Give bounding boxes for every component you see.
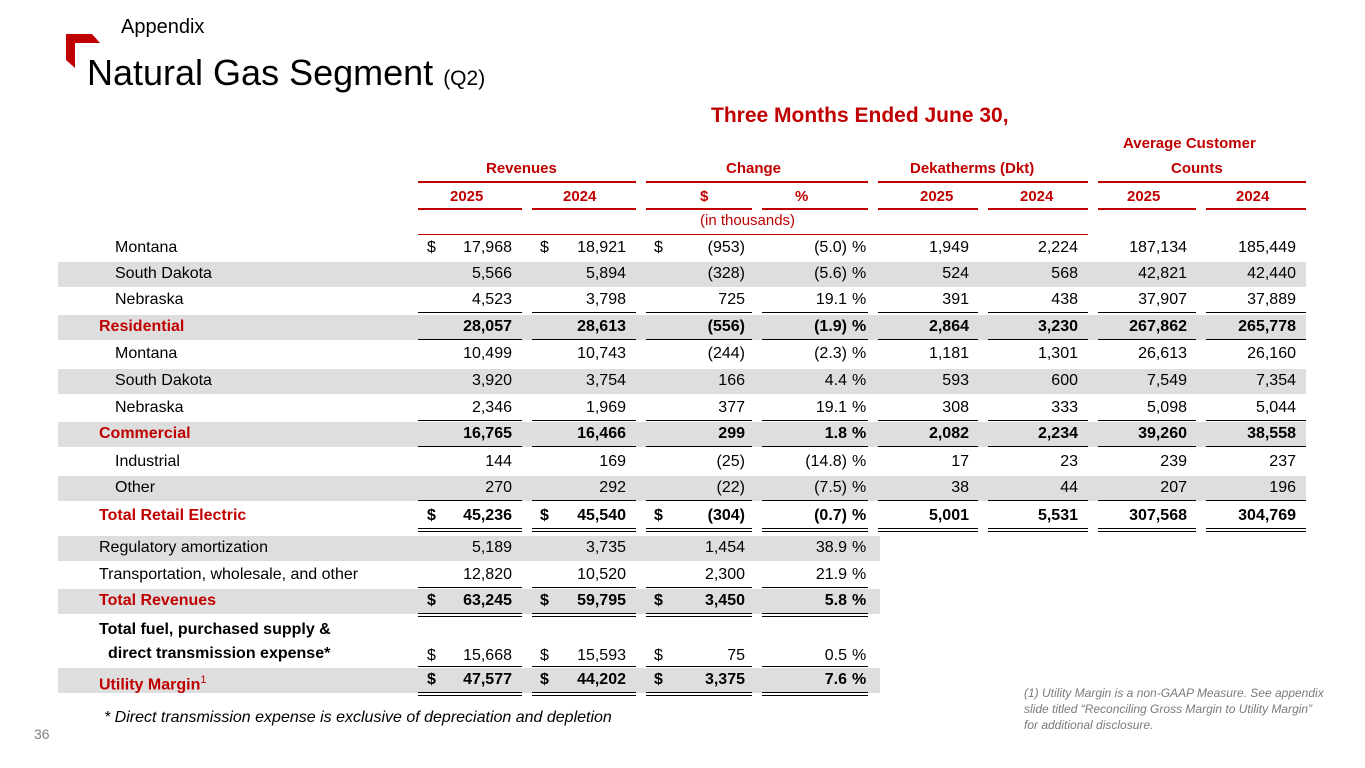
cell-pct: (1.9) — [814, 318, 847, 335]
cell-cust25: 37,907 — [1138, 291, 1187, 308]
cell-rev24: 292 — [599, 479, 626, 496]
cell-chg: 377 — [718, 399, 745, 416]
cell-pct: 1.8 — [824, 425, 847, 442]
dollar-sign: $ — [427, 507, 436, 524]
dollar-sign: $ — [654, 592, 663, 609]
row-label: Nebraska — [115, 291, 184, 308]
cell-rev24: 169 — [599, 453, 626, 470]
cell-pct: (0.7) — [814, 507, 847, 524]
row-label: Other — [115, 479, 156, 496]
double-underline — [418, 528, 522, 532]
cell-cust25: 239 — [1160, 453, 1187, 470]
single-underline — [646, 312, 752, 313]
single-underline — [878, 420, 978, 421]
dollar-sign: $ — [540, 647, 549, 664]
cell-cust24: 7,354 — [1255, 372, 1296, 389]
single-underline — [762, 587, 868, 588]
cust-2024-rule — [1206, 208, 1306, 210]
cell-pct: (5.6) — [814, 265, 847, 282]
cell-rev25: 270 — [485, 479, 512, 496]
cell-dkt25: 38 — [951, 479, 969, 496]
single-underline — [988, 312, 1088, 313]
cell-cust25: 267,862 — [1129, 318, 1187, 335]
cell-rev24: 45,540 — [577, 507, 626, 524]
pct-sign: % — [852, 372, 867, 389]
pct-sign: % — [852, 539, 867, 556]
double-underline — [988, 528, 1088, 532]
row-label-line2: direct transmission expense* — [108, 645, 331, 662]
cell-rev24: 3,754 — [585, 372, 626, 389]
single-underline — [418, 666, 522, 667]
double-underline — [762, 613, 868, 617]
cell-cust24: 38,558 — [1247, 425, 1296, 442]
cell-chg: 3,450 — [704, 592, 745, 609]
cell-rev24: 28,613 — [577, 318, 626, 335]
cell-rev25: 4,523 — [471, 291, 512, 308]
cell-dkt25: 17 — [951, 453, 969, 470]
single-underline — [532, 500, 636, 501]
dollar-sign: $ — [540, 507, 549, 524]
double-underline — [762, 692, 868, 696]
single-underline — [762, 500, 868, 501]
row-label: South Dakota — [115, 265, 212, 282]
single-underline — [1098, 339, 1196, 340]
cell-rev24: 10,520 — [577, 566, 626, 583]
single-underline — [646, 500, 752, 501]
dkt-2024-header: 2024 — [1020, 188, 1054, 205]
single-underline — [1206, 312, 1306, 313]
rev-2025-header: 2025 — [450, 188, 484, 205]
cell-dkt24: 23 — [1060, 453, 1078, 470]
footnote: * Direct transmission expense is exclusive of depreciation and depletion — [104, 709, 612, 726]
single-underline — [1098, 420, 1196, 421]
page-title-text: Natural Gas Segment — [87, 52, 434, 93]
chg-pct-rule — [762, 208, 868, 210]
pct-sign: % — [852, 345, 867, 362]
customers-header-line1: Average Customer — [1123, 135, 1256, 152]
single-underline — [762, 420, 868, 421]
single-underline — [646, 339, 752, 340]
cell-rev24: 44,202 — [577, 671, 626, 688]
single-underline — [646, 666, 752, 667]
single-underline — [646, 446, 752, 447]
pct-sign: % — [852, 507, 867, 524]
cell-dkt25: 1,181 — [928, 345, 969, 362]
cell-cust24: 26,160 — [1247, 345, 1296, 362]
single-underline — [988, 500, 1088, 501]
cell-cust24: 237 — [1269, 453, 1296, 470]
row-label: Commercial — [99, 425, 191, 442]
pct-sign: % — [852, 479, 867, 496]
cell-rev24: 18,921 — [577, 239, 626, 256]
double-underline — [418, 613, 522, 617]
single-underline — [418, 587, 522, 588]
single-underline — [532, 312, 636, 313]
cell-chg: 75 — [727, 647, 745, 664]
customers-rule — [1098, 181, 1306, 183]
cell-dkt25: 2,864 — [928, 318, 969, 335]
change-header: Change — [726, 160, 782, 177]
cell-dkt24: 44 — [1060, 479, 1078, 496]
cell-dkt24: 2,224 — [1037, 239, 1078, 256]
dollar-sign: $ — [540, 671, 549, 688]
cust-2024-header: 2024 — [1236, 188, 1270, 205]
double-underline — [646, 613, 752, 617]
single-underline — [532, 420, 636, 421]
cell-cust24: 265,778 — [1238, 318, 1296, 335]
rev-2024-rule — [532, 208, 636, 210]
cell-pct: 21.9 — [815, 566, 847, 583]
double-underline — [532, 692, 636, 696]
revenues-header: Revenues — [486, 160, 557, 177]
cell-cust24: 196 — [1269, 479, 1296, 496]
single-underline — [646, 420, 752, 421]
rev-2024-header: 2024 — [563, 188, 597, 205]
cell-dkt25: 524 — [942, 265, 969, 282]
single-underline — [1098, 312, 1196, 313]
cell-rev24: 5,894 — [585, 265, 626, 282]
single-underline — [762, 666, 868, 667]
cell-cust24: 304,769 — [1238, 507, 1296, 524]
single-underline — [418, 312, 522, 313]
rev-2025-rule — [418, 208, 522, 210]
dollar-sign: $ — [427, 592, 436, 609]
cell-rev25: 17,968 — [463, 239, 512, 256]
cell-rev25: 5,566 — [471, 265, 512, 282]
cell-rev25: 45,236 — [463, 507, 512, 524]
cell-rev25: 10,499 — [463, 345, 512, 362]
cell-cust24: 185,449 — [1238, 239, 1296, 256]
dollar-sign: $ — [427, 239, 436, 256]
cell-chg: (556) — [707, 318, 745, 335]
pct-sign: % — [852, 291, 867, 308]
row-label: Total Retail Electric — [99, 507, 247, 524]
cust-2025-header: 2025 — [1127, 188, 1161, 205]
cell-pct: 19.1 — [815, 291, 847, 308]
cell-cust24: 37,889 — [1247, 291, 1296, 308]
row-label: Regulatory amortization — [99, 539, 268, 556]
dkt-2025-rule — [878, 208, 978, 210]
row-label: Industrial — [115, 453, 180, 470]
cell-pct: (5.0) — [814, 239, 847, 256]
pct-sign: % — [852, 592, 867, 609]
cell-dkt24: 333 — [1051, 399, 1078, 416]
cell-rev25: 63,245 — [463, 592, 512, 609]
cell-rev25: 5,189 — [471, 539, 512, 556]
cell-dkt24: 600 — [1051, 372, 1078, 389]
cell-dkt25: 308 — [942, 399, 969, 416]
cell-pct: 4.4 — [824, 372, 847, 389]
cell-rev24: 3,798 — [585, 291, 626, 308]
cell-chg: 725 — [718, 291, 745, 308]
cell-rev25: 2,346 — [471, 399, 512, 416]
double-underline — [1098, 528, 1196, 532]
cell-dkt24: 438 — [1051, 291, 1078, 308]
cell-cust25: 207 — [1160, 479, 1187, 496]
cell-dkt25: 391 — [942, 291, 969, 308]
cell-rev24: 10,743 — [577, 345, 626, 362]
single-underline — [762, 446, 868, 447]
pct-sign: % — [852, 399, 867, 416]
page-title-suffix: (Q2) — [443, 67, 486, 90]
cell-cust24: 5,044 — [1255, 399, 1296, 416]
double-underline — [646, 692, 752, 696]
cust-2025-rule — [1098, 208, 1196, 210]
double-underline — [878, 528, 978, 532]
cell-dkt25: 1,949 — [928, 239, 969, 256]
single-underline — [418, 339, 522, 340]
appendix-label: Appendix — [121, 16, 205, 38]
cell-chg: (25) — [716, 453, 745, 470]
cell-rev24: 1,969 — [585, 399, 626, 416]
cell-chg: (953) — [707, 239, 745, 256]
cell-dkt25: 2,082 — [928, 425, 969, 442]
single-underline — [418, 420, 522, 421]
cell-cust25: 307,568 — [1129, 507, 1187, 524]
cell-cust25: 5,098 — [1146, 399, 1187, 416]
pct-sign: % — [852, 239, 867, 256]
cell-pct: 5.8 — [824, 592, 847, 609]
cell-rev24: 16,466 — [577, 425, 626, 442]
cell-rev25: 144 — [485, 453, 512, 470]
dollar-sign: $ — [540, 239, 549, 256]
cell-rev24: 15,593 — [577, 647, 626, 664]
units-note: (in thousands) — [700, 212, 796, 229]
single-underline — [1206, 446, 1306, 447]
cell-chg: 2,300 — [704, 566, 745, 583]
cell-rev25: 12,820 — [463, 566, 512, 583]
cell-pct: 38.9 — [815, 539, 847, 556]
cell-dkt24: 568 — [1051, 265, 1078, 282]
double-underline — [532, 528, 636, 532]
dollar-sign: $ — [654, 671, 663, 688]
row-label: South Dakota — [115, 372, 212, 389]
dkt-2024-rule — [988, 208, 1088, 210]
row-label: Transportation, wholesale, and other — [99, 566, 359, 583]
cell-dkt24: 1,301 — [1037, 345, 1078, 362]
page-number: 36 — [34, 726, 50, 742]
cell-rev24: 3,735 — [585, 539, 626, 556]
cell-dkt25: 593 — [942, 372, 969, 389]
cell-rev25: 16,765 — [463, 425, 512, 442]
single-underline — [878, 446, 978, 447]
cell-pct: 19.1 — [815, 399, 847, 416]
row-label: Montana — [115, 345, 178, 362]
dekatherms-header: Dekatherms (Dkt) — [910, 160, 1035, 177]
cell-rev25: 28,057 — [463, 318, 512, 335]
cell-dkt25: 5,001 — [928, 507, 969, 524]
single-underline — [532, 339, 636, 340]
cell-pct: 0.5 — [824, 647, 847, 664]
revenues-rule — [418, 181, 636, 183]
cell-rev25: 15,668 — [463, 647, 512, 664]
single-underline — [988, 420, 1088, 421]
row-label: Total fuel, purchased supply & — [99, 621, 331, 638]
cell-pct: (7.5) — [814, 479, 847, 496]
cell-rev24: 59,795 — [577, 592, 626, 609]
single-underline — [878, 500, 978, 501]
single-underline — [988, 339, 1088, 340]
customers-header-line2: Counts — [1171, 160, 1223, 177]
cell-chg: 3,375 — [704, 671, 745, 688]
pct-sign: % — [852, 318, 867, 335]
dollar-sign: $ — [540, 592, 549, 609]
cell-pct: (14.8) — [805, 453, 847, 470]
dollar-sign: $ — [654, 647, 663, 664]
single-underline — [646, 587, 752, 588]
change-rule — [646, 181, 868, 183]
single-underline — [1098, 446, 1196, 447]
dekatherms-rule — [878, 181, 1088, 183]
cell-chg: (328) — [707, 265, 745, 282]
chg-pct-header: % — [795, 188, 809, 205]
single-underline — [762, 339, 868, 340]
double-underline — [646, 528, 752, 532]
cell-cust25: 39,260 — [1138, 425, 1187, 442]
pct-sign: % — [852, 671, 867, 688]
cell-cust25: 42,821 — [1138, 265, 1187, 282]
row-label: Montana — [115, 239, 178, 256]
cell-chg: 299 — [718, 425, 745, 442]
single-underline — [762, 312, 868, 313]
single-underline — [988, 446, 1088, 447]
pct-sign: % — [852, 566, 867, 583]
single-underline — [532, 666, 636, 667]
double-underline — [1206, 528, 1306, 532]
footnote-marker: 1 — [200, 674, 207, 686]
chg-dollar-rule — [646, 208, 752, 210]
double-underline — [762, 528, 868, 532]
cell-chg: 166 — [718, 372, 745, 389]
cell-chg: (304) — [707, 507, 745, 524]
single-underline — [878, 312, 978, 313]
double-underline — [418, 692, 522, 696]
single-underline — [878, 339, 978, 340]
cell-chg: 1,454 — [704, 539, 745, 556]
single-underline — [418, 446, 522, 447]
chg-dollar-header: $ — [700, 188, 709, 205]
pct-sign: % — [852, 425, 867, 442]
single-underline — [532, 587, 636, 588]
units-rule — [418, 234, 1088, 235]
single-underline — [532, 446, 636, 447]
cell-cust24: 42,440 — [1247, 265, 1296, 282]
single-underline — [1206, 420, 1306, 421]
period-title: Three Months Ended June 30, — [711, 104, 1009, 127]
cell-chg: (244) — [707, 345, 745, 362]
cell-chg: (22) — [716, 479, 745, 496]
dollar-sign: $ — [654, 507, 663, 524]
dkt-2025-header: 2025 — [920, 188, 954, 205]
cell-dkt24: 3,230 — [1037, 318, 1078, 335]
dollar-sign: $ — [427, 647, 436, 664]
row-label: Total Revenues — [99, 592, 217, 609]
single-underline — [1098, 500, 1196, 501]
cell-pct: (2.3) — [814, 345, 847, 362]
single-underline — [1206, 500, 1306, 501]
pct-sign: % — [852, 647, 867, 664]
dollar-sign: $ — [654, 239, 663, 256]
cell-rev25: 47,577 — [463, 671, 512, 688]
row-label: Utility Margin$^1$ — [99, 674, 207, 694]
cell-pct: 7.6 — [824, 671, 847, 688]
cell-cust25: 26,613 — [1138, 345, 1187, 362]
pct-sign: % — [852, 265, 867, 282]
cell-dkt24: 2,234 — [1037, 425, 1078, 442]
cell-cust25: 7,549 — [1146, 372, 1187, 389]
side-note: (1) Utility Margin is a non-GAAP Measure. See appendix slide titled “Reconciling Gross Margin to Utility Margin” for additional disclosure. — [1024, 686, 1324, 732]
single-underline — [418, 500, 522, 501]
pct-sign: % — [852, 453, 867, 470]
cell-rev25: 3,920 — [471, 372, 512, 389]
double-underline — [532, 613, 636, 617]
cell-dkt24: 5,531 — [1037, 507, 1078, 524]
single-underline — [1206, 339, 1306, 340]
cell-cust25: 187,134 — [1129, 239, 1187, 256]
page-title — [87, 52, 485, 94]
row-label: Nebraska — [115, 399, 184, 416]
row-label: Residential — [99, 318, 185, 335]
dollar-sign: $ — [427, 671, 436, 688]
